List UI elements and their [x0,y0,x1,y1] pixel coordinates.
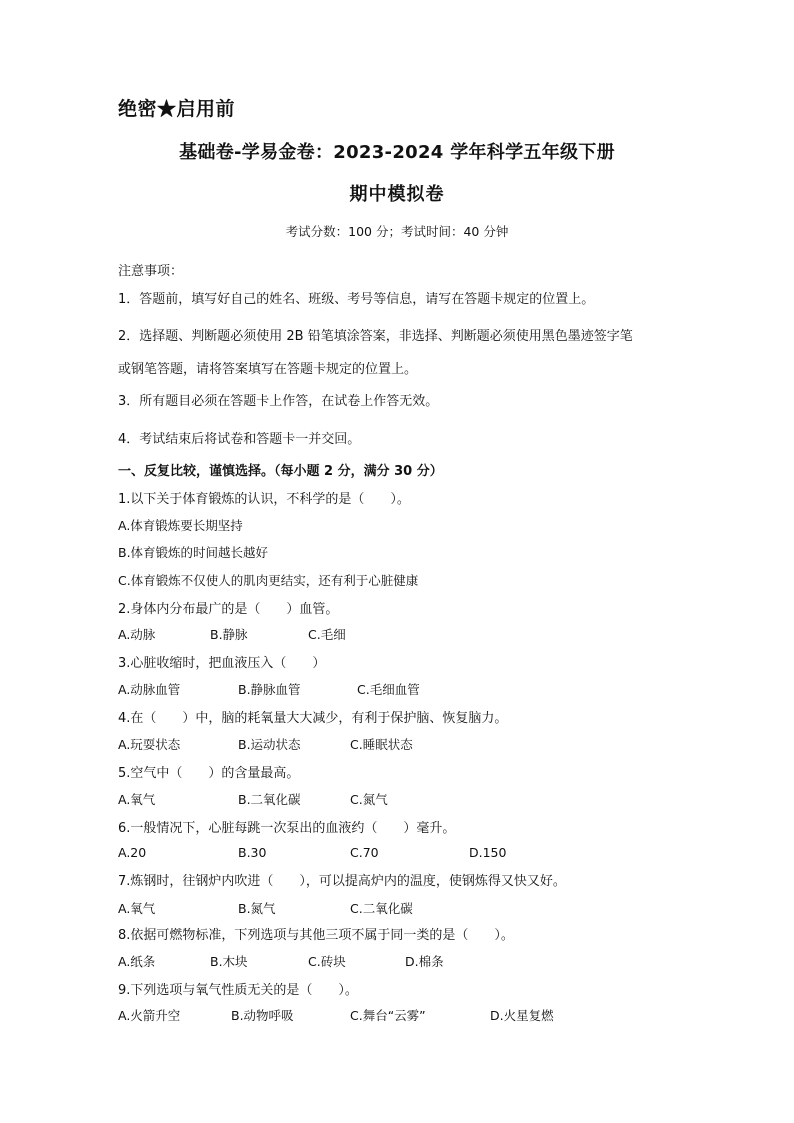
option: B.动物呼吸 [231,1008,294,1023]
option: C.二氧化碳 [350,901,413,916]
option: A.氧气 [118,901,156,916]
option: B.体育锻炼的时间越长越好 [118,545,269,560]
option: D.棉条 [405,954,444,969]
option: D.火星复燃 [490,1008,554,1023]
exam-title: 基础卷-学易金卷：2023-2024 学年科学五年级下册 [179,142,615,163]
option: A.动脉 [118,627,156,642]
option: B.30 [238,845,267,860]
question-stem: 1.以下关于体育锻炼的认识，不科学的是（ ）。 [118,492,410,507]
option: B.木块 [210,954,248,969]
note-item: 3．所有题目必须在答题卡上作答，在试卷上作答无效。 [118,394,439,409]
note-item: 4．考试结束后将试卷和答题卡一并交回。 [118,432,361,447]
option: B.静脉 [210,627,248,642]
exam-subtitle: 期中模拟卷 [349,184,445,205]
option: A.纸条 [118,954,156,969]
section-heading: 一、反复比较，谨慎选择。（每小题 2 分，满分 30 分） [118,464,443,479]
note-item: 或钢笔答题，请将答案填写在答题卡规定的位置上。 [118,362,418,377]
option: A.20 [118,845,147,860]
option: C.70 [350,845,379,860]
question-stem: 2.身体内分布最广的是（ ）血管。 [118,602,339,617]
question-stem: 8.依据可燃物标准，下列选项与其他三项不属于同一类的是（ ）。 [118,928,514,943]
notes-heading: 注意事项： [118,264,184,279]
option: A.动脉血管 [118,682,181,697]
question-stem: 4.在（ ）中，脑的耗氧量大大减少，有利于保护脑、恢复脑力。 [118,711,508,726]
question-stem: 6.一般情况下，心脏每跳一次泵出的血液约（ ）毫升。 [118,821,456,836]
option: B.运动状态 [238,737,301,752]
option: B.氮气 [238,901,276,916]
option: C.毛细血管 [357,682,420,697]
option: C.毛细 [308,627,346,642]
option: A.体育锻炼要长期坚持 [118,518,243,533]
option: C.睡眠状态 [350,737,413,752]
question-stem: 3.心脏收缩时，把血液压入（ ） [118,656,326,671]
option: C.砖块 [308,954,346,969]
option: C.体育锻炼不仅使人的肌肉更结实，还有利于心脏健康 [118,573,419,588]
option: C.舞台“云雾” [350,1008,426,1023]
option: D.150 [469,845,507,860]
option: A.火箭升空 [118,1008,181,1023]
secret-label: 绝密★启用前 [118,98,236,120]
question-stem: 5.空气中（ ）的含量最高。 [118,766,300,781]
note-item: 2．选择题、判断题必须使用 2B 铅笔填涂答案，非选择、判断题必须使用黑色墨迹签字笔 [118,329,633,344]
note-item: 1．答题前，填写好自己的姓名、班级、考号等信息，请写在答题卡规定的位置上。 [118,292,595,307]
option: C.氮气 [350,792,388,807]
question-stem: 7.炼钢时，往钢炉内吹进（ ），可以提高炉内的温度，使钢炼得又快又好。 [118,874,566,889]
option: A.氧气 [118,792,156,807]
option: B.静脉血管 [238,682,301,697]
option: B.二氧化碳 [238,792,301,807]
exam-info: 考试分数：100 分；考试时间：40 分钟 [285,224,509,239]
question-stem: 9.下列选项与氧气性质无关的是（ ）。 [118,983,358,998]
option: A.玩耍状态 [118,737,181,752]
